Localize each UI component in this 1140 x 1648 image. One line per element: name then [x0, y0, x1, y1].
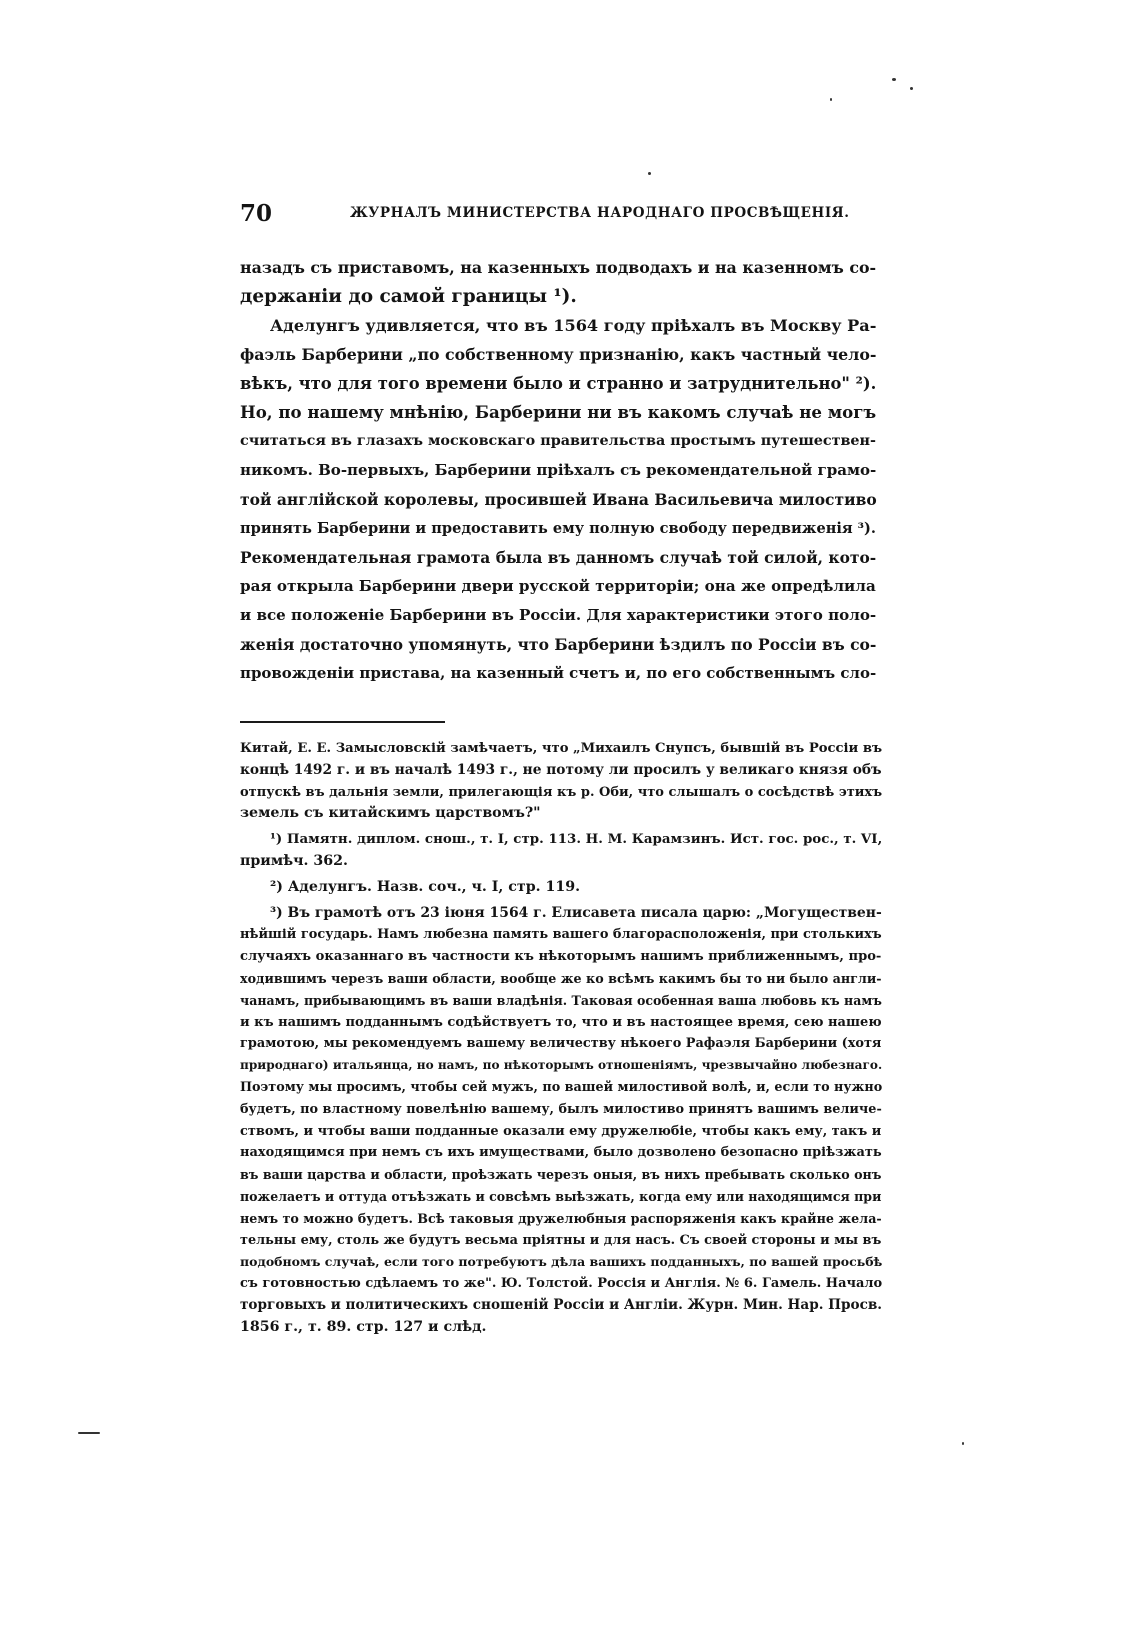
footnote-line: ствомъ, и чтобы ваши подданные оказали ему дружелюбіе, чтобы какъ ему, такъ и [240, 1123, 882, 1139]
footnote-line: и къ нашимъ подданнымъ содѣйствуетъ то, что и въ настоящее время, сею нашею [240, 1014, 882, 1030]
footnote-line: торговыхъ и политическихъ сношеній Россіи и Англіи. Журн. Мин. Нар. Просв. [240, 1296, 883, 1313]
footnote-line: Китай, Е. Е. Замысловскій замѣчаетъ, что „Михаилъ Снупсъ, бывшій въ Россіи въ [240, 741, 883, 756]
text-line: вѣкъ, что для того времени было и странно и затруднительно" ²). [240, 374, 877, 393]
text-line: рая открыла Барберини двери русской территоріи; она же опредѣлила [240, 577, 876, 595]
footnote-line: ²) Аделунгъ. Назв. соч., ч. I, стр. 119. [270, 878, 581, 895]
scan-speck [892, 78, 896, 81]
footnote-line: грамотою, мы рекомендуемъ вашему величеству нѣкоего Рафаэля Барберини (хотя [240, 1036, 882, 1052]
footnote-line: въ ваши царства и области, проѣзжать черезъ оныя, въ нихъ пребывать сколько онъ [240, 1167, 882, 1183]
text-line: и все положеніе Барберини въ Россіи. Для характеристики этого поло- [240, 606, 877, 624]
scan-speck [910, 87, 913, 90]
footnote-line: тельны ему, столь же будутъ весьма пріятны и для насъ. Съ своей стороны и мы въ [240, 1232, 882, 1248]
running-head: ЖУРНАЛЪ МИНИСТЕРСТВА НАРОДНАГО ПРОСВѢЩЕНІЯ. [350, 205, 850, 221]
footnote-line: находящимся при немъ съ ихъ имуществами, было дозволено безопасно пріѣзжать [240, 1145, 882, 1161]
text-line: Аделунгъ удивляется, что въ 1564 году пріѣхалъ въ Москву Ра- [270, 316, 877, 335]
text-line: назадъ съ приставомъ, на казенныхъ подводахъ и на казенномъ со- [240, 258, 877, 277]
scan-speck [830, 98, 832, 101]
footnote-line: пожелаетъ и оттуда отъѣзжать и совсѣмъ выѣзжать, когда ему или находящимся при [240, 1188, 882, 1204]
footnote-line: нѣйшій государь. Намъ любезна память вашего благорасположенія, при столькихъ [240, 927, 882, 943]
footnote-line: природнаго) итальянца, но намъ, по нѣкоторымъ отношеніямъ, чрезвычайно любезнаго. [240, 1058, 883, 1073]
footnote-line: ³) Въ грамотѣ отъ 23 іюня 1564 г. Елисавета писала царю: „Могуществен- [270, 904, 882, 921]
footnote-line: ¹) Памятн. диплом. снош., т. I, стр. 113. Н. М. Карамзинъ. Ист. гос. рос., т. VI, [270, 831, 883, 848]
footnote-line: подобномъ случаѣ, если того потребуютъ дѣла вашихъ подданныхъ, по вашей просьбѣ [240, 1254, 883, 1270]
main-text [240, 253, 880, 688]
footnote-line: немъ то можно будетъ. Всѣ таковыя дружелюбныя распоряженія какъ крайне жела- [240, 1210, 882, 1226]
footnote-line: примѣч. 362. [240, 852, 348, 869]
page-number: 70 [240, 200, 273, 227]
text-line: той англійской королевы, просившей Ивана Васильевича милостиво [240, 490, 877, 509]
footnote-line: будетъ, по властному повелѣнію вашему, былъ милостиво принятъ вашимъ величе- [240, 1101, 882, 1117]
text-line: держаніи до самой границы ¹). [240, 286, 577, 307]
text-line: Но, по нашему мнѣнію, Барберини ни въ какомъ случаѣ не могъ [240, 402, 877, 422]
text-line: Рекомендательная грамота была въ данномъ случаѣ той силой, кото- [240, 548, 877, 567]
page-header [240, 200, 880, 230]
footnote-line: 1856 г., т. 89. стр. 127 и слѣд. [240, 1318, 487, 1335]
text-line: считаться въ глазахъ московскаго правительства простымъ путешествен- [240, 433, 876, 449]
footnote-line: отпускѣ въ дальнія земли, прилегающія къ р. Оби, что слышалъ о сосѣдствѣ этихъ [240, 784, 883, 800]
scan-speck [78, 1432, 100, 1434]
footnote-line: съ готовностью сдѣлаемъ то же". Ю. Толстой. Россія и Англія. № 6. Гамель. Начало [240, 1276, 883, 1292]
text-line: провожденіи пристава, на казенный счетъ и, по его собственнымъ сло- [240, 664, 877, 682]
footnote-line: случаяхъ оказаннаго въ частности къ нѣкоторымъ нашимъ приближеннымъ, про- [240, 949, 882, 965]
text-line: принять Барберини и предоставить ему полную свободу передвиженія ³). [240, 520, 876, 537]
footnote-line: ходившимъ черезъ ваши области, вообще же ко всѣмъ какимъ бы то ни было англи- [240, 970, 882, 986]
footnote-line: концѣ 1492 г. и въ началѣ 1493 г., не потому ли просилъ у великаго князя объ [240, 761, 882, 778]
scan-speck [648, 172, 651, 175]
text-line: фаэль Барберини „по собственному признанію, какъ частный чело- [240, 345, 877, 364]
footnote-line: земель съ китайскимъ царствомъ?" [240, 805, 541, 822]
footnote-line: Поэтому мы просимъ, чтобы сей мужъ, по вашей милостивой волѣ, и, если то нужно [240, 1079, 883, 1095]
text-line: женія достаточно упомянуть, что Барберини ѣздилъ по Россіи въ со- [240, 635, 877, 654]
footnote-line: чанамъ, прибывающимъ въ ваши владѣнія. Таковая особенная ваша любовь къ намъ [240, 992, 882, 1008]
scan-speck [962, 1442, 964, 1445]
footnote-separator [240, 721, 445, 723]
footnotes [240, 738, 885, 1339]
text-line: никомъ. Во-первыхъ, Барберини пріѣхалъ съ рекомендательной грамо- [240, 461, 877, 479]
